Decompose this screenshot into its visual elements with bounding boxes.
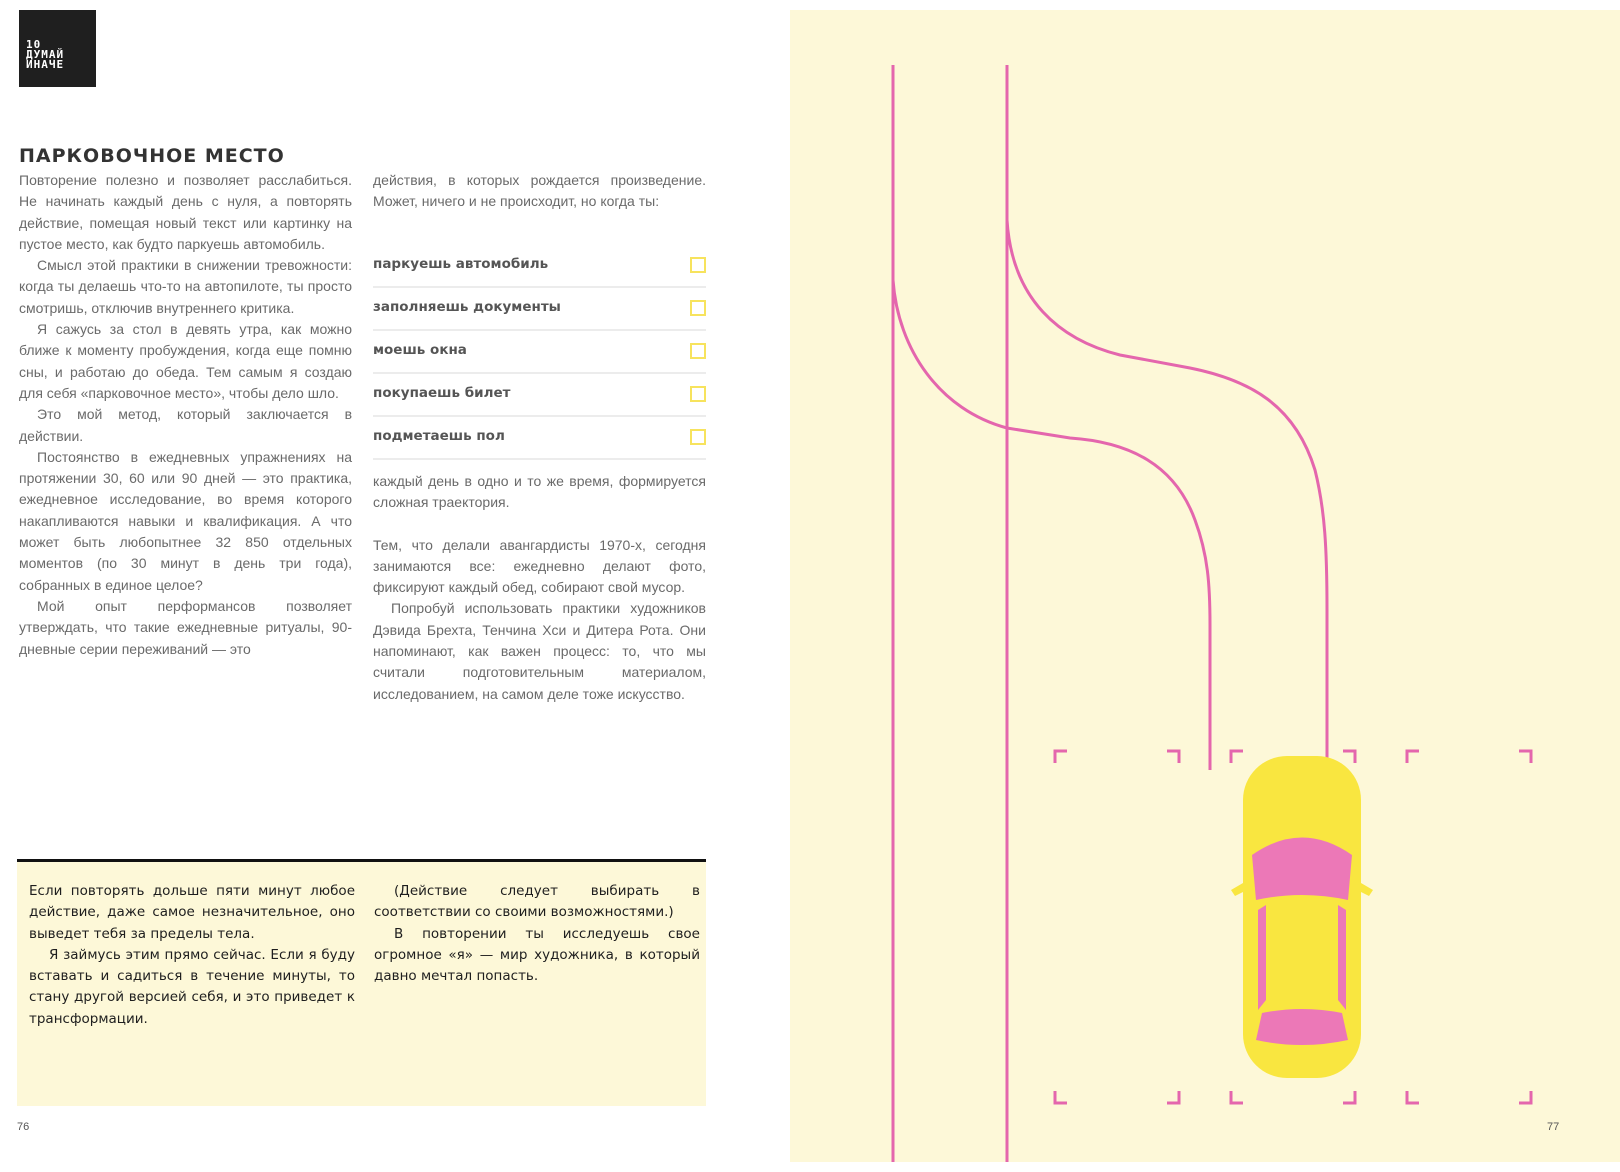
bay-corner-mark (1343, 751, 1355, 763)
checklist-item (373, 331, 706, 374)
bay-corner-mark (1519, 1091, 1531, 1103)
paragraph: Смысл этой практики в снижении тревожности: когда ты делаешь что-то на автопилоте, ты просто смотришь, отключив внутреннего критика. (19, 257, 352, 316)
checklist-label: подметаешь пол (373, 428, 505, 444)
trajectory-path-2 (1007, 220, 1327, 770)
car-mirror-left (1231, 883, 1243, 896)
note-paragraph: Если повторять дольше пяти минут любое действие, даже самое незначительное, оно выведет тебя за пределы тела. (29, 883, 355, 942)
checkbox[interactable] (690, 343, 706, 359)
page-number-left: 76 (17, 1121, 30, 1133)
checklist-label: заполняешь документы (373, 299, 561, 315)
car-side-window-left (1258, 905, 1266, 1010)
car-mirror-right (1361, 883, 1373, 896)
paragraph: Мой опыт перформансов позволяет утверждать, что такие ежедневные ритуалы, 90-дневные серии переживаний — это (19, 597, 352, 657)
checkbox[interactable] (690, 257, 706, 273)
paragraph: Тем, что делали авангардисты 1970-х, сегодня занимаются все: ежедневно делают фото, фиксируют каждый обед, собирают свой мусор. (373, 536, 706, 596)
checklist-item (373, 417, 706, 460)
paragraph: Это мой метод, который заключается в действии. (19, 406, 352, 444)
bay-corner-mark (1231, 1091, 1243, 1103)
left-page (0, 0, 790, 1172)
checklist-label: покупаешь билет (373, 385, 511, 401)
bay-corner-mark (1055, 751, 1067, 763)
note-paragraph: (Действие следует выбирать в соответствии со своими возможностями.) (374, 883, 700, 921)
note-paragraph: Я займусь этим прямо сейчас. Если я буду вставать и садиться в течение минуты, то стану другой версией себя, и это приведет к трансформации. (29, 946, 355, 1027)
note-left-column (29, 881, 355, 1030)
bay-corner-mark (1519, 751, 1531, 763)
bay-corner-mark (1167, 1091, 1179, 1103)
paragraph: действия, в которых рождается произведение. Может, ничего и не происходит, но когда ты: (373, 172, 706, 210)
parking-illustration (790, 10, 1620, 1162)
article-right-intro (373, 170, 706, 213)
checklist-item (373, 288, 706, 331)
badge-line-2: ИНАЧЕ (26, 58, 65, 71)
article-left-column (19, 170, 352, 660)
checklist-label: паркуешь автомобиль (373, 256, 549, 272)
bay-corner-mark (1231, 751, 1243, 763)
bay-corner-mark (1055, 1091, 1067, 1103)
chapter-badge (19, 10, 96, 87)
trajectory-path-1 (893, 280, 1210, 770)
paragraph: Постоянство в ежедневных упражнениях на протяжении 30, 60 или 90 дней — это практика, ежедневное исследование, во время которого накапливаются навыки и квалификация. А что может быть любопытнее 32 850 отдельных моментов (по 30 минут в день три года), собранных в единое целое? (19, 448, 352, 593)
activity-checklist (373, 245, 706, 460)
paragraph: Попробуй использовать практики художников Дэвида Брехта, Тенчина Хси и Дитера Рота. Они напоминают, как важен процесс: то, что мы считали подготовительным материалом, исследованием, на самом деле тоже искусство. (373, 600, 706, 702)
paragraph: Я сажусь за стол в девять утра, как можно ближе к моменту пробуждения, когда еще помню сны, и работаю до обеда. Тем самым я создаю для себя «парковочное место», чтобы дело шло. (19, 321, 352, 401)
car-windshield (1252, 838, 1352, 901)
bay-corner-mark (1407, 1091, 1419, 1103)
highlight-note-box (17, 859, 706, 1106)
checkbox[interactable] (690, 429, 706, 445)
note-paragraph: В повторении ты исследуешь свое огромное «я» — мир художника, в который давно мечтал попасть. (374, 925, 700, 985)
bay-corner-mark (1407, 751, 1419, 763)
checkbox[interactable] (690, 386, 706, 402)
article-title: ПАРКОВОЧНОЕ МЕСТО (19, 145, 285, 167)
bay-corner-mark (1343, 1091, 1355, 1103)
car-side-window-right (1338, 905, 1346, 1010)
car-top-view (1231, 756, 1373, 1078)
checklist-item (373, 374, 706, 417)
right-page-illustration (790, 10, 1620, 1162)
checklist-label: моешь окна (373, 342, 467, 358)
paragraph: каждый день в одно и то же время, формируется сложная траектория. (373, 473, 706, 511)
badge-line-1: ДУМАЙ (26, 48, 65, 61)
article-right-column (373, 471, 706, 705)
car-rear-window (1256, 1009, 1348, 1045)
badge-number: 10 (26, 38, 42, 51)
note-right-column (374, 881, 700, 987)
checkbox[interactable] (690, 300, 706, 316)
bay-corner-mark (1167, 751, 1179, 763)
page-number-right: 77 (1547, 1121, 1560, 1133)
paragraph: Повторение полезно и позволяет расслабиться. Не начинать каждый день с нуля, а повторять действие, помещая новый текст или картинку на пустое место, как будто паркуешь автомобиль. (19, 172, 352, 252)
checklist-item (373, 245, 706, 288)
